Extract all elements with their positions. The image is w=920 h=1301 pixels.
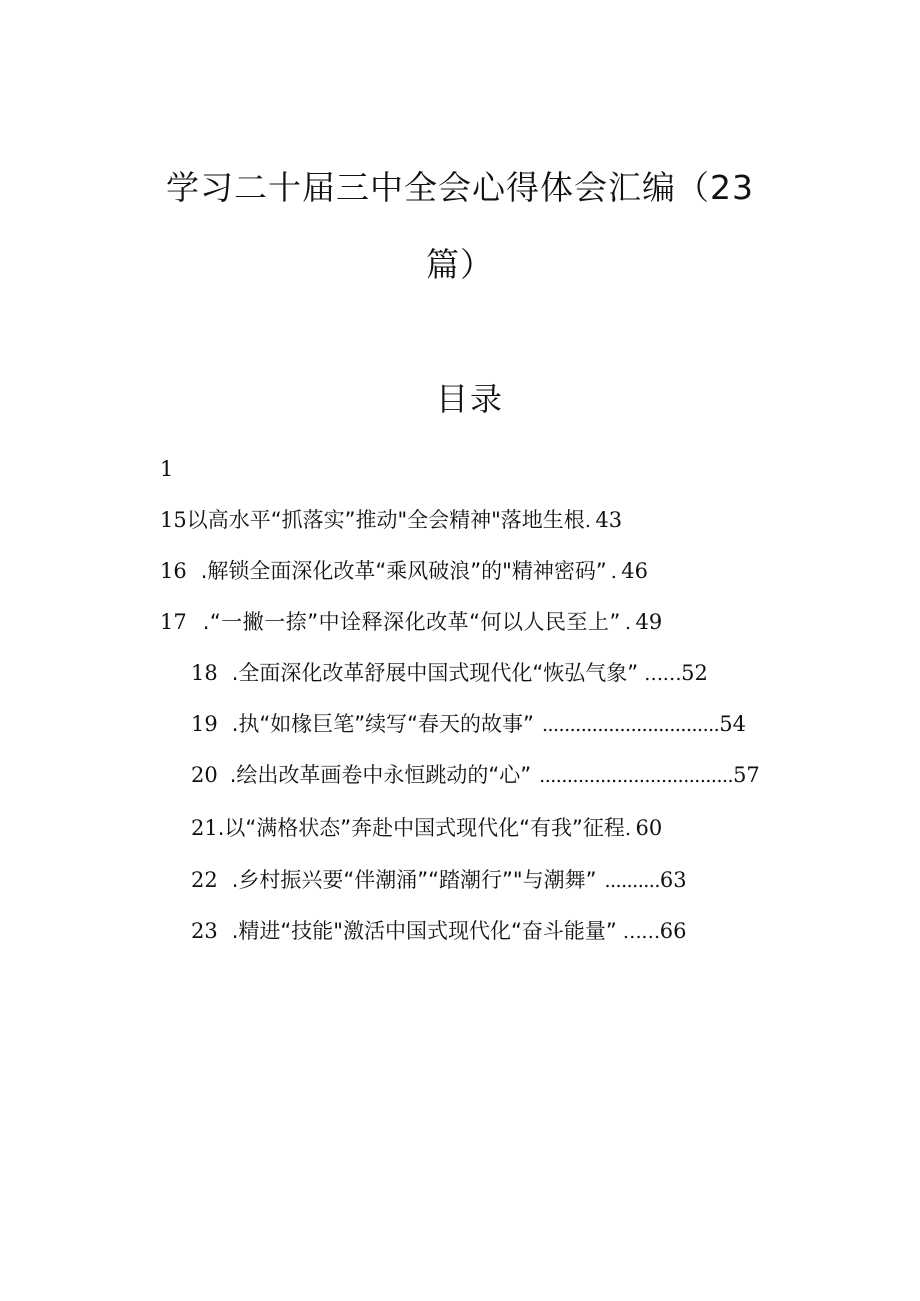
toc-item-15[interactable] [160,506,622,534]
toc-item-20[interactable] [191,761,760,789]
toc-item-19[interactable] [191,710,746,738]
toc-page-number: 63 [659,868,687,892]
toc-number: 17 [160,610,187,634]
toc-page-number: 52 [681,661,708,685]
toc-page-number: 54 [719,712,746,736]
toc-page-number: 46 [621,559,648,583]
toc-number: 16 [160,559,187,583]
toc-text: .全面深化改革舒展中国式现代化“恢弘气象” [231,661,639,685]
toc-item-23[interactable] [191,917,686,945]
toc-heading: 目录 [435,380,504,418]
toc-leader: ................................ [541,714,720,736]
toc-leader: . [610,561,617,583]
toc-stray-number [160,455,173,483]
toc-text: .解锁全面深化改革“乘风破浪”的"精神密码” [200,559,607,583]
toc-page-number: 57 [733,763,760,787]
toc-item-21[interactable] [191,814,662,842]
toc-leader: …… [644,663,682,685]
toc-number: 15 [160,508,187,532]
toc-item-18[interactable] [191,659,708,687]
toc-page-number: 43 [595,508,623,532]
toc-text: 以高水平“抓落实”推动"全会精神"落地生根 [186,508,585,532]
toc-text: .绘出改革画卷中永恒跳动的“心” [229,763,532,787]
toc-item-22[interactable] [191,866,687,894]
toc-leader: . [584,510,591,532]
toc-number: 1 [160,457,174,481]
toc-leader: .......... [604,870,660,892]
toc-leader: ................................... [539,765,734,787]
toc-leader: …… [622,921,660,943]
toc-text: .精进“技能"激活中国式现代化“奋斗能量” [231,919,617,943]
toc-text: .执“如椽巨笔”续写“春天的故事” [231,712,534,736]
toc-number: 23 [191,919,218,943]
toc-page-number: 66 [659,919,687,943]
toc-page-number: 60 [635,816,663,840]
toc-text: .以“满格状态”奔赴中国式现代化“有我”征程 [217,816,625,840]
toc-text: .“一撇一捺”中诠释深化改革“何以人民至上” [202,610,621,634]
toc-number: 20 [191,763,218,787]
toc-leader: . [624,818,631,840]
toc-leader: . [624,612,631,634]
toc-number: 18 [191,661,218,685]
toc-number: 21 [191,816,218,840]
document-title-line-1: 学习二十届三中全会心得体会汇编（23 [166,168,754,207]
toc-page-number: 49 [635,610,663,634]
document-title-line-2: 篇） [426,245,494,284]
toc-item-17[interactable] [160,608,662,636]
toc-number: 22 [191,868,218,892]
toc-item-16[interactable] [160,557,648,585]
toc-number: 19 [191,712,218,736]
toc-text: .乡村振兴要“伴潮涌”“踏潮行”"与潮舞” [231,868,597,892]
